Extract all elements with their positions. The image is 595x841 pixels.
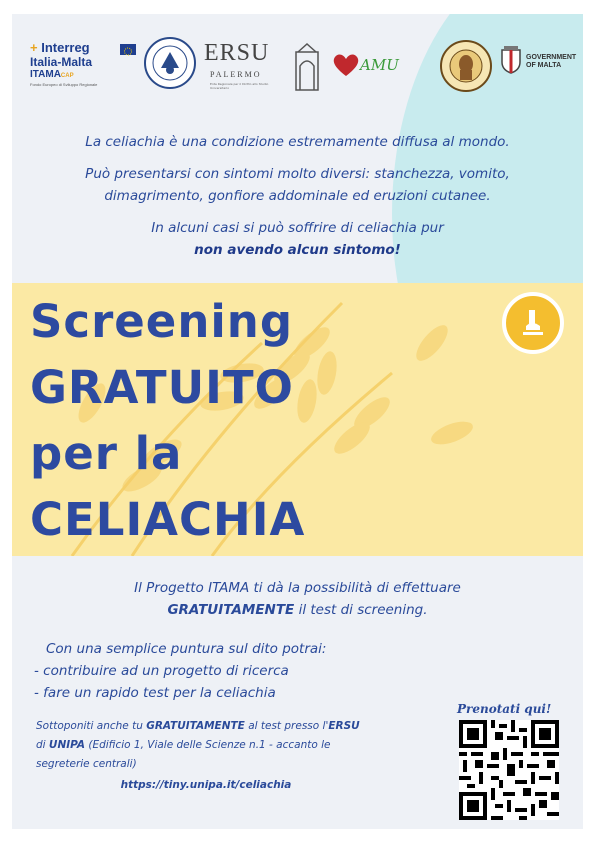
headline-line-3: per la bbox=[30, 427, 183, 480]
intro-line-5: non avendo alcun sintomo! bbox=[194, 242, 401, 258]
headline-line-1: Screening bbox=[30, 295, 294, 348]
intro-line-1: La celiachia è una condizione estremamente diffusa al mondo. bbox=[85, 134, 510, 150]
footer-ersu: ERSU bbox=[328, 720, 360, 732]
amu-logo bbox=[332, 50, 410, 80]
malta-university-seal-icon bbox=[440, 40, 492, 92]
interreg-program: Italia-Malta bbox=[30, 55, 93, 69]
footer-unipa: UNIPA bbox=[48, 739, 86, 751]
intro-line-4: In alcuni casi si può soffrire di celiachia pur bbox=[151, 220, 444, 236]
footer-address-2: segreterie centrali) bbox=[36, 758, 137, 770]
footer-text bbox=[36, 717, 416, 795]
university-seal-icon bbox=[143, 36, 197, 90]
project-text bbox=[12, 577, 583, 621]
amu-text: AMU bbox=[360, 56, 399, 74]
footer-text-1: Sottoponiti anche tu bbox=[36, 720, 147, 732]
eu-flag-icon bbox=[120, 44, 136, 55]
project-line-1: Il Progetto ITAMA ti dà la possibilità di effettuare bbox=[134, 580, 461, 596]
government-line1: GOVERNMENT bbox=[526, 54, 577, 61]
heart-icon bbox=[332, 52, 360, 78]
microscope-badge bbox=[502, 292, 564, 354]
list-item: - fare un rapido test per la celiachia bbox=[34, 685, 276, 701]
qr-code-icon bbox=[459, 720, 559, 820]
footer-text-2: al test presso l' bbox=[244, 720, 329, 732]
intro-text bbox=[12, 131, 583, 261]
microscope-icon bbox=[516, 306, 550, 340]
intro-line-2: Può presentarsi con sintomi molto diversi: stanchezza, vomito, bbox=[85, 166, 510, 182]
poster bbox=[12, 14, 583, 829]
qr-caption: Prenotati qui! bbox=[457, 702, 552, 716]
intro-line-3: dimagrimento, gonfiore addominale ed eruzioni cutanee. bbox=[104, 188, 491, 204]
headline bbox=[30, 289, 305, 553]
ersu-city: PALERMO bbox=[210, 70, 262, 79]
interreg-tagline: Fondo Europeo di Sviluppo Regionale bbox=[30, 82, 98, 87]
interreg-title: Interreg bbox=[41, 40, 90, 55]
benefits-intro: Con una semplice puntura sul dito potrai: bbox=[46, 641, 327, 657]
government-line2: OF MALTA bbox=[526, 62, 562, 69]
booking-link[interactable]: https://tiny.unipa.it/celiachia bbox=[120, 779, 292, 791]
gate-icon bbox=[294, 42, 320, 92]
footer-text-3: di bbox=[36, 739, 49, 751]
interreg-suffix: CAP bbox=[60, 73, 74, 79]
ersu-logo bbox=[200, 40, 322, 94]
government-of-malta-logo bbox=[500, 46, 580, 76]
interreg-logo: + Interreg Italia-Malta ITAMACAP Fondo Europeo di Sviluppo Regionale bbox=[30, 40, 130, 96]
project-bold: GRATUITAMENTE bbox=[167, 602, 295, 618]
ersu-wordmark: ERSU bbox=[204, 40, 270, 66]
headline-line-2: GRATUITO bbox=[30, 361, 294, 414]
qr-code[interactable] bbox=[459, 720, 559, 820]
benefits-list bbox=[34, 638, 326, 704]
footer-address: (Edificio 1, Viale delle Scienze n.1 - accanto le bbox=[85, 739, 331, 751]
malta-emblem-icon bbox=[500, 46, 522, 74]
interreg-project: ITAMA bbox=[30, 69, 61, 80]
logo-bar bbox=[12, 14, 583, 124]
ersu-tagline: Ente Regionale per il Diritto allo Studio Universitario bbox=[210, 82, 269, 90]
list-item: - contribuire ad un progetto di ricerca bbox=[34, 663, 289, 679]
headline-line-4: CELIACHIA bbox=[30, 493, 306, 546]
footer-bold-1: GRATUITAMENTE bbox=[146, 720, 245, 732]
project-line-2: il test di screening. bbox=[294, 602, 428, 618]
